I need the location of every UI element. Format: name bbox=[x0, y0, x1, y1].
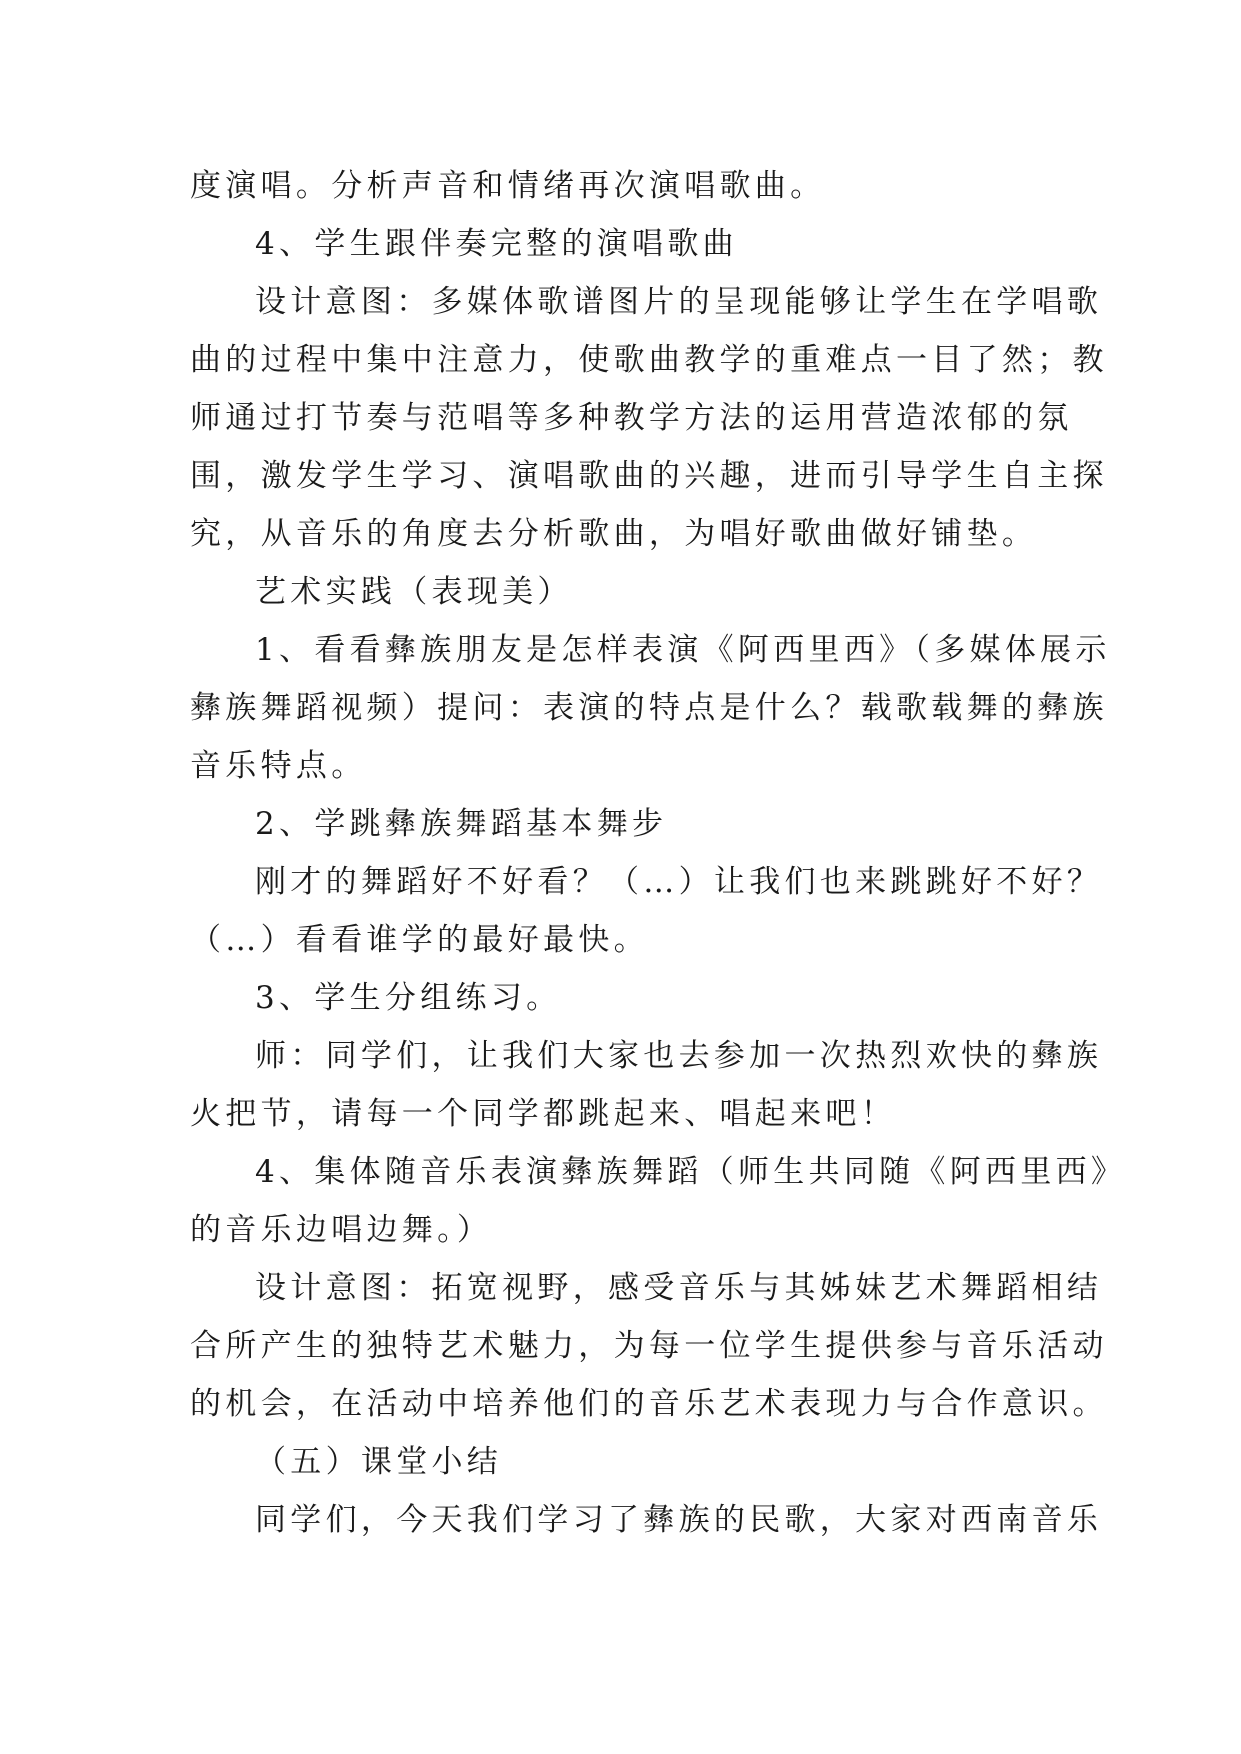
text-line: 度演唱。分析声音和情绪再次演唱歌曲。 bbox=[190, 168, 826, 204]
text-line: 刚才的舞蹈好不好看？（…）让我们也来跳跳好不好？ bbox=[255, 864, 1103, 900]
text-line: 的机会，在活动中培养他们的音乐艺术表现力与合作意识。 bbox=[190, 1386, 1108, 1422]
text-line: 火把节，请每一个同学都跳起来、唱起来吧！ bbox=[190, 1096, 896, 1132]
text-line: 彝族舞蹈视频）提问：表演的特点是什么？载歌载舞的彝族 bbox=[190, 690, 1108, 726]
text-line: 1、看看彝族朋友是怎样表演《阿西里西》（多媒体展示 bbox=[255, 632, 1111, 668]
text-line: 究，从音乐的角度去分析歌曲，为唱好歌曲做好铺垫。 bbox=[190, 516, 1038, 552]
text-line: 曲的过程中集中注意力，使歌曲教学的重难点一目了然；教 bbox=[190, 342, 1108, 378]
text-line: 围，激发学生学习、演唱歌曲的兴趣，进而引导学生自主探 bbox=[190, 458, 1108, 494]
text-line: 同学们，今天我们学习了彝族的民歌，大家对西南音乐 bbox=[255, 1502, 1103, 1538]
text-line: 的音乐边唱边舞。） bbox=[190, 1212, 493, 1248]
text-line: 4、集体随音乐表演彝族舞蹈（师生共同随《阿西里西》 bbox=[255, 1154, 1127, 1190]
text-line: 4、学生跟伴奏完整的演唱歌曲 bbox=[255, 226, 738, 262]
text-line: 设计意图：拓宽视野，感受音乐与其姊妹艺术舞蹈相结 bbox=[255, 1270, 1103, 1306]
text-line: 2、学跳彝族舞蹈基本舞步 bbox=[255, 806, 668, 842]
text-line: 师：同学们，让我们大家也去参加一次热烈欢快的彝族 bbox=[255, 1038, 1103, 1074]
text-line: 音乐特点。 bbox=[190, 748, 367, 784]
section-heading: 艺术实践（表现美） bbox=[255, 574, 573, 610]
text-line: 3、学生分组练习。 bbox=[255, 980, 562, 1016]
text-line: 师通过打节奏与范唱等多种教学方法的运用营造浓郁的氛 bbox=[190, 400, 1073, 436]
text-line: 设计意图：多媒体歌谱图片的呈现能够让学生在学唱歌 bbox=[255, 284, 1103, 320]
section-heading: （五）课堂小结 bbox=[255, 1444, 503, 1480]
text-line: 合所产生的独特艺术魅力，为每一位学生提供参与音乐活动 bbox=[190, 1328, 1108, 1364]
text-line: （…）看看谁学的最好最快。 bbox=[190, 922, 649, 958]
